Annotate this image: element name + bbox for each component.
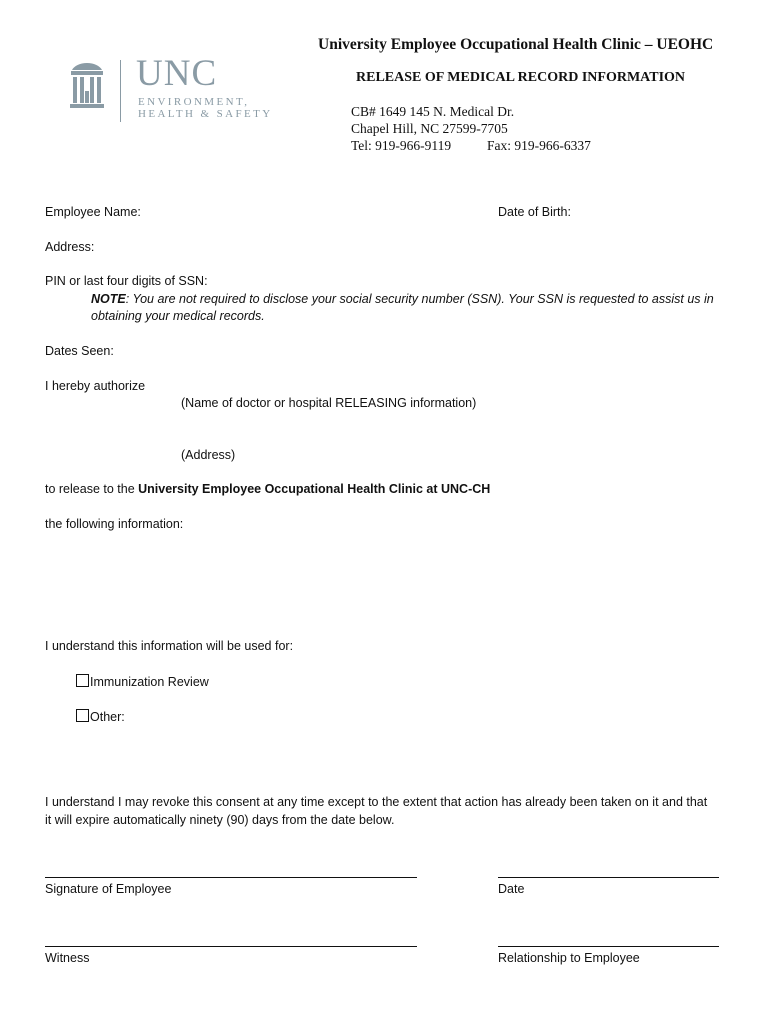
relationship-label: Relationship to Employee	[498, 951, 640, 965]
immunization-option[interactable]	[76, 674, 209, 689]
witness-label: Witness	[45, 951, 90, 965]
fax-text: Fax: 919-966-6337	[487, 138, 591, 153]
note-text: : You are not required to disclose your social security number (SSN). Your SSN is requested to assist us in	[125, 292, 714, 306]
release-to-org: University Employee Occupational Health Clinic at UNC-CH	[138, 482, 491, 496]
address-label: Address:	[45, 240, 95, 254]
immunization-label: Immunization Review	[90, 675, 209, 689]
other-checkbox[interactable]	[76, 709, 89, 722]
witness-signature-line[interactable]	[45, 946, 417, 947]
relationship-line[interactable]	[498, 946, 719, 947]
form-title: RELEASE OF MEDICAL RECORD INFORMATION	[356, 70, 686, 85]
releasing-provider-hint: (Name of doctor or hospital RELEASING information)	[181, 396, 477, 410]
employee-signature-label: Signature of Employee	[45, 882, 172, 896]
logo-unc-text: UNC	[136, 53, 218, 94]
immunization-checkbox[interactable]	[76, 674, 89, 687]
ssn-note-line2: obtaining your medical records.	[91, 309, 265, 323]
dates-seen-label: Dates Seen:	[45, 344, 114, 358]
dob-label: Date of Birth:	[498, 205, 571, 219]
address-line1: CB# 1649 145 N. Medical Dr.	[351, 104, 515, 119]
release-to-line	[45, 482, 490, 496]
employee-name-label: Employee Name:	[45, 205, 141, 219]
provider-address-hint: (Address)	[181, 448, 236, 462]
date-signature-line[interactable]	[498, 877, 719, 878]
use-purpose-label: I understand this information will be used for:	[45, 639, 294, 653]
date-label: Date	[498, 882, 525, 896]
authorize-label: I hereby authorize	[45, 379, 146, 393]
other-label: Other:	[90, 710, 125, 724]
revoke-consent-line1: I understand I may revoke this consent at any time except to the extent that action has already been taken on it and that	[45, 795, 708, 809]
logo-health-safety-text: HEALTH & SAFETY	[138, 108, 273, 120]
following-information-label: the following information:	[45, 517, 184, 531]
note-prefix: NOTE	[91, 292, 126, 306]
clinic-title: University Employee Occupational Health Clinic – UEOHC	[318, 36, 714, 53]
revoke-consent-line2: it will expire automatically ninety (90) days from the date below.	[45, 813, 395, 827]
ssn-note-line1	[91, 292, 714, 306]
logo-environment-text: ENVIRONMENT,	[138, 96, 250, 108]
release-to-prefix: to release to the	[45, 482, 139, 496]
unc-building-logo-icon	[68, 61, 106, 109]
address-line2: Chapel Hill, NC 27599-7705	[351, 121, 508, 136]
pin-label: PIN or last four digits of SSN:	[45, 274, 208, 288]
tel-text: Tel: 919-966-9119	[351, 138, 452, 153]
other-option[interactable]	[76, 709, 125, 724]
logo-divider	[120, 60, 121, 122]
employee-signature-line[interactable]	[45, 877, 417, 878]
